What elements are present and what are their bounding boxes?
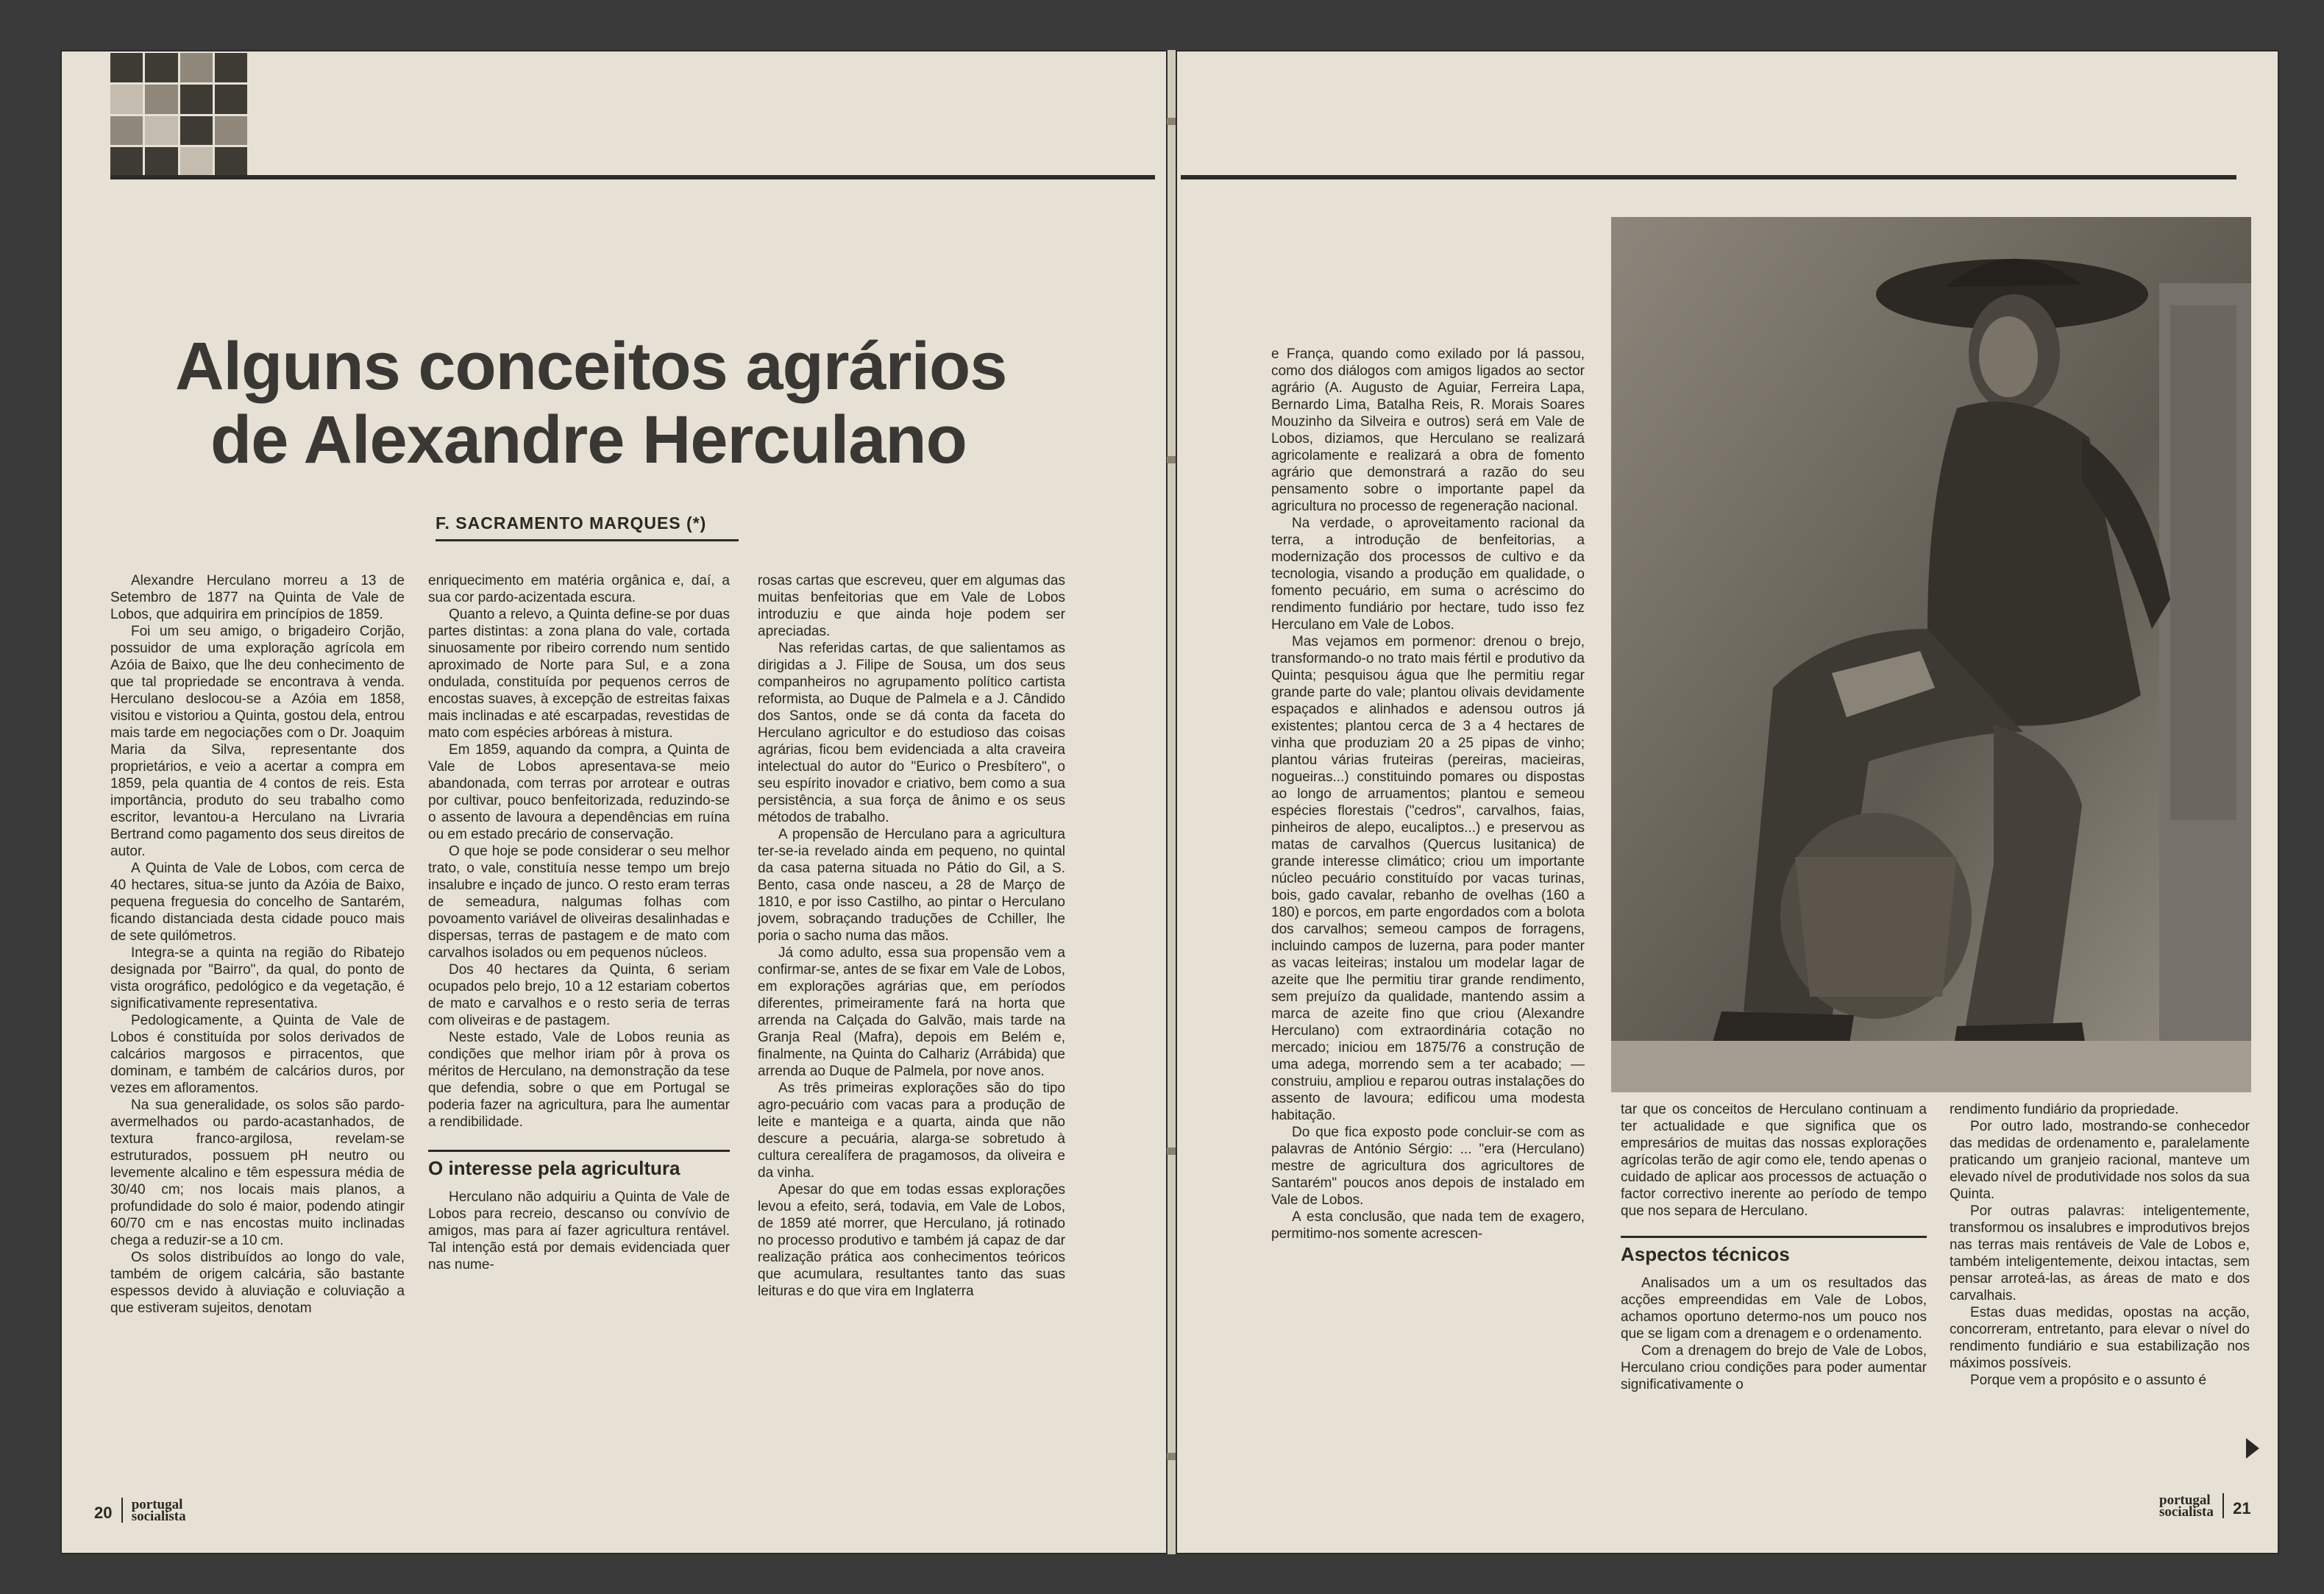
paragraph: A esta conclusão, que nada tem de exagero, permitimo-nos somente acrescen-	[1271, 1209, 1585, 1242]
paragraph: tar que os conceitos de Herculano continuam a ter actualidade e que significa que os empresários de muitas das nossas explorações agrícolas terão de agir como ele, tendo apenas o cuidado de aplicar aos processos de actuação o factor correctivo inerente ao período de tempo que nos separa de Herculano.	[1621, 1102, 1927, 1219]
paragraph: Já como adulto, essa sua propensão vem a confirmar-se, antes de se fixar em Vale de Lobos, em explorações agrárias que, em períodos diferentes, primeiramente fará na horta que arrenda na Calçada do Galvão, mais tarde na Granja Real (Mafra), depois em Belém e, finalmente, na Quinta do Calhariz (Arrábida) que arrenda ao Duque de Palmela, por nove anos.	[758, 945, 1065, 1079]
paragraph: Do que fica exposto pode concluir-se com as palavras de António Sérgio: ... "era (Herculano) mestre de agricultura dos agricultores de Santarém" poucos anos depois de instalado em Vale de Lobos.	[1271, 1125, 1585, 1208]
paragraph: Por outro lado, mostrando-se conhecedor das medidas de ordenamento e, paralelamente praticando um granjeio racional, manteve um elevado nível de produtividade nos solos da sua Quinta.	[1950, 1119, 2250, 1202]
page-number: 20	[94, 1504, 113, 1522]
paragraph: enriquecimento em matéria orgânica e, daí, a sua cor pardo-acizentada escura.	[428, 573, 730, 605]
paragraph: Os solos distribuídos ao longo do vale, também de origem calcária, são bastante espessos devido à aluviação e coluviação a que estiveram sujeitos, denotam	[110, 1250, 405, 1316]
paragraph: e França, quando como exilado por lá passou, como dos diálogos com amigos ligados ao sector agrário (A. Augusto de Aguiar, Ferreira Lapa, Bernardo Lima, Batalha Reis, R. Morais Soares Mouzinho da Silveira e outros) será em Vale de Lobos, diziamos, que Herculano se realizará agricolamente e realizará a obra de fomento agrário que demonstrará a razão do seu pensamento sobre o importante papel da agricultura no processo de regeneração nacional.	[1271, 346, 1585, 514]
header-rule-right	[1181, 175, 2236, 179]
section-heading: O interesse pela agricultura	[428, 1150, 730, 1178]
paragraph: Na sua generalidade, os solos são pardo-avermelhados ou pardo-acastanhados, de textura franco-argilosa, revelam-se estruturados, possuem pH neutro ou levemente alcalino e têm espessura média de 30/40 cm; nos locais mais planos, a profundidade do solo é maior, podendo atingir 60/70 cm e nas encostas muito inclinadas chega a reduzir-se a 10 cm.	[110, 1097, 405, 1248]
paragraph: Mas vejamos em pormenor: drenou o brejo, transformando-o no trato mais fértil e produtivo da Quinta; pesquisou água que lhe permitiu regar grande parte do vale; plantou olivais devidamente espaçados e alinhados e adensou outros já existentes; plantou cerca de 3 a 4 hectares de vinha que produziam 20 a 25 pipas de vinho; plantou várias fruteiras (pereiras, macieiras, nogueiras...) constituindo pomares ou dispostas ao longo de arruamentos; plantou e semeou espécies florestais ("cedros", carvalhos, faias, pinheiros de alepo, eucaliptos...) e preservou as matas de carvalhos (Quercus lusitanica) de grande interesse climático; criou um importante núcleo pecuário constituído por vacas turinas, bois, gado cavalar, rebanho de ovelhas (160 a 180) e porcos, em parte engordados com a bolota dos carvalhos; semeou campos de forragens, incluindo campos de luzerna, para poder manter as vacas leiteiras; instalou um modelar lagar de azeite que lhe permitiu tirar grande rendimento, sem prejuízo da qualidade, mantendo assim a marca de azeite fino que criou (Alexandre Herculano) com extraordinária cotação no mercado; iniciou em 1875/76 a construção de uma adega, morrendo sem a ter acabado; — construiu, ampliou e reparou outras instalações do assento de lavoura; edificou uma modesta habitação.	[1271, 634, 1585, 1123]
masthead-logo: portugal socialista	[2159, 1492, 2214, 1520]
paragraph: A Quinta de Vale de Lobos, com cerca de 40 hectares, situa-se junto da Azóia de Baixo, pequena freguesia do concelho de Santarém, ficando distanciada desta cidade pouco mais de sete quilómetros.	[110, 861, 405, 944]
paragraph: Quanto a relevo, a Quinta define-se por duas partes distintas: a zona plana do vale, cortada sinuosamente por ribeiro correndo num sentido aproximado de Norte para Sul, e a zona ondulada, constituída por pequenos cerros de encostas suaves, à excepção de estreitas faixas mais inclinadas e até escarpadas, revestidas de mato com espécies arbóreas à mistura.	[428, 607, 730, 741]
paragraph: Por outras palavras: inteligentemente, transformou os insalubres e improdutivos brejos nas terras mais rentáveis de Vale de Lobos e, também inteligentemente, deixou intactas, sem pensar arroteá-las, as áreas de mato e dos carvalhais.	[1950, 1203, 2250, 1303]
paragraph: Alexandre Herculano morreu a 13 de Setembro de 1877 na Quinta de Vale de Lobos, que adquirira em princípios de 1859.	[110, 573, 405, 622]
paragraph: Na verdade, o aproveitamento racional da terra, a introdução de benfeitorias, a modernização dos processos de cultivo e da tecnologia, visando a produção em qualidade, o fomento pecuário, em suma o acréscimo do rendimento fundiário por hectare, tudo isso fez Herculano em Vale de Lobos.	[1271, 516, 1585, 633]
header-rule-left	[110, 175, 1155, 179]
right-folio	[2159, 1493, 2251, 1518]
page-number: 21	[2233, 1499, 2251, 1517]
paragraph: Com a drenagem do brejo de Vale de Lobos, Herculano criou condições para poder aumentar significativamente o	[1621, 1343, 1927, 1392]
column-3	[758, 572, 1065, 1300]
paragraph: As três primeiras explorações são do tipo agro-pecuário com vacas para a produção de leite e manteiga e a quarta, ainda que não descure a pecuária, alarga-se sobretudo à cultura cerealífera de pragamosos, da oliveira e da vinha.	[758, 1081, 1065, 1181]
paragraph: rosas cartas que escreveu, quer em algumas das muitas benfeitorias que em Vale de Lobos introduziu e que ainda hoje podem ser apreciadas.	[758, 573, 1065, 639]
paragraph: Pedologicamente, a Quinta de Vale de Lobos é constituída por solos derivados de calcários margosos e pirracentos, que dominam, e também de calcários duros, por vezes em afloramentos.	[110, 1013, 405, 1096]
paragraph: Integra-se a quinta na região do Ribatejo designada por "Bairro", da qual, do ponto de vista orográfico, pedológico e da vegetação, é significativamente representativa.	[110, 945, 405, 1011]
paragraph: rendimento fundiário da propriedade.	[1950, 1102, 2179, 1117]
paragraph: Herculano não adquiriu a Quinta de Vale de Lobos para recreio, descanso ou convívio de amigos, mas para aí fazer agricultura rentável. Tal intenção está por demais evidenciada quer nas nume-	[428, 1189, 730, 1273]
title-line-2: de Alexandre Herculano	[210, 402, 967, 477]
portrait-illustration-icon	[1611, 217, 2251, 1092]
paragraph: Porque vem a propósito e o assunto é	[1970, 1373, 2207, 1388]
masthead-logo: portugal socialista	[131, 1497, 186, 1524]
section-heading: Aspectos técnicos	[1621, 1236, 1927, 1264]
portrait-photo	[1611, 217, 2251, 1092]
column-6	[1950, 1101, 2250, 1389]
paragraph: O que hoje se pode considerar o seu melhor trato, o vale, constituía nesse tempo um brejo insalubre e inçado de junco. O resto eram terras de semeadura, nalgumas folhas com povoamento variável de oliveiras desalinhadas e dispersas, terras de pastagem e de mato com carvalhos isolados ou em pequenos núcleos.	[428, 844, 730, 961]
title-line-1: Alguns conceitos agrários	[175, 329, 1007, 404]
paragraph: Em 1859, aquando da compra, a Quinta de Vale de Lobos apresentava-se meio abandonada, com terras por arrotear e outras por cultivar, pouco benfeitorizada, reduzindo-se o assento de lavoura a dependências em ruína ou em estado precário de conservação.	[428, 742, 730, 842]
paragraph: Estas duas medidas, opostas na acção, concorreram, entretanto, para elevar o nível do rendimento fundiário e sua estabilização nos máximos possíveis.	[1950, 1305, 2250, 1371]
paragraph: Dos 40 hectares da Quinta, 6 seriam ocupados pelo brejo, 10 a 12 estariam cobertos de mato e carvalhos e o resto seria de terras com oliveiras e de pastagem.	[428, 962, 730, 1028]
continue-arrow-icon	[2246, 1438, 2259, 1459]
column-2	[428, 572, 730, 1273]
spine	[1168, 50, 1176, 1554]
byline: F. SACRAMENTO MARQUES (*)	[436, 513, 739, 541]
paragraph: Nas referidas cartas, de que salientamos as dirigidas a J. Filipe de Sousa, um dos seus companheiros no agrupamento político cartista reformista, ao Duque de Palmela e a J. Cândido dos Santos, onde se dá conta da faceta do Herculano agricultor e do estudioso das coisas agrárias, ficou bem evidenciada a alta craveira intelectual do autor do "Eurico o Presbítero", o seu espírito inovador e criativo, bem como a sua persistência, a sua força de ânimo e os seus métodos de trabalho.	[758, 641, 1065, 825]
column-1	[110, 572, 405, 1317]
paragraph: Foi um seu amigo, o brigadeiro Corjão, possuidor de uma exploração agrícola em Azóia de Baixo, que lhe deu conhecimento de que tal propriedade se encontrava à venda. Herculano deslocou-se a Azóia em 1858, visitou e vistoriou a Quinta, gostou dela, entrou mais tarde em negociações com o Dr. Joaquim Maria da Silva, representante dos proprietários, e veio a acertar a compra em 1859, pela quantia de 4 contos de reis. Esta importância, produto do seu trabalho como escritor, levantou-a Herculano na Livraria Bertrand como pagamento dos seus direitos de autor.	[110, 624, 405, 859]
left-folio	[94, 1498, 186, 1523]
article-title	[175, 330, 1058, 477]
section-logo-icon	[110, 53, 247, 177]
paragraph: Apesar do que em todas essas explorações levou a efeito, será, todavia, em Vale de Lobos, de 1859 até morrer, que Herculano, já rotinado no processo produtivo e também já capaz de dar realização prática aos conhecimentos teóricos que acumulara, resultantes tanto das suas leituras e do que vira em Inglaterra	[758, 1182, 1065, 1299]
column-5	[1621, 1101, 1927, 1393]
paragraph: Neste estado, Vale de Lobos reunia as condições que melhor iriam pôr à prova os méritos de Herculano, na demonstração da tese que defendia, sobre o que em Portugal se poderia fazer na agricultura, para lhe aumentar a rendibilidade.	[428, 1030, 730, 1130]
paragraph: A propensão de Herculano para a agricultura ter-se-ia revelado ainda em pequeno, no quintal da casa paterna situada no Pátio do Gil, a S. Bento, casa onde nasceu, a 28 de Março de 1810, e por isso Castilho, ao pintar o Herculano jovem, sobraçando traduções de Cchiller, lhe poria o sacho numa das mãos.	[758, 827, 1065, 944]
column-4	[1271, 346, 1585, 1242]
paragraph: Analisados um a um os resultados das acções empreendidas em Vale de Lobos, achamos oportuno determo-nos um pouco nos que se ligam com a drenagem e o ordenamento.	[1621, 1275, 1927, 1342]
